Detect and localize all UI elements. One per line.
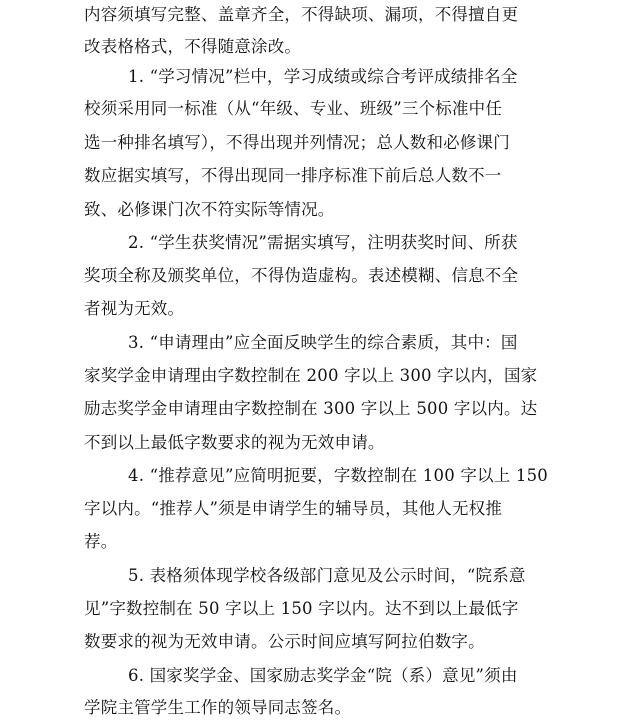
text-line: 奖项全称及颁奖单位，不得伪造虚构。表述模糊、信息不全 [84, 266, 519, 285]
paragraph-4-first-line: 4. “推荐意见”应简明扼要，字数控制在 100 字以上 150 [128, 466, 548, 485]
text-line: 不到以上最低字数要求的视为无效申请。 [84, 433, 385, 452]
text-line: 致、必修课门次不符实际等情况。 [84, 200, 335, 219]
text-line: 字以内。“推荐人”须是申请学生的辅导员，其他人无权推 [84, 499, 503, 518]
text-line: 数要求的视为无效申请。公示时间应填写阿拉伯数字。 [84, 632, 485, 651]
text-line: 选一种排名填写），不得出现并列情况；总人数和必修课门 [84, 133, 510, 152]
text-line: 励志奖学金申请理由字数控制在 300 字以上 500 字以内。达 [84, 399, 538, 418]
text-line: 数应据实填写，不得出现同一排序标准下前后总人数不一 [84, 166, 502, 185]
text-line: 荐。 [84, 532, 118, 551]
paragraph-1-first-line: 1. “学习情况”栏中，学习成绩或综合考评成绩排名全 [128, 67, 518, 86]
text-line: 见”字数控制在 50 字以上 150 字以内。达不到以上最低字 [84, 599, 519, 618]
text-line: 家奖学金申请理由字数控制在 200 字以上 300 字以内，国家 [84, 366, 538, 385]
text-line: 内容须填写完整、盖章齐全，不得缺项、漏项，不得擅自更 [84, 5, 519, 24]
text-line: 者视为无效。 [84, 299, 185, 318]
text-line: 学院主管学生工作的领导同志签名。 [84, 698, 352, 717]
paragraph-2-first-line: 2. “学生获奖情况”需据实填写，注明获奖时间、所获 [128, 233, 518, 252]
text-line: 校须采用同一标准（从“年级、专业、班级”三个标准中任 [84, 99, 503, 118]
paragraph-3-first-line: 3. “申请理由”应全面反映学生的综合素质，其中：国 [128, 333, 518, 352]
text-line: 改表格格式，不得随意涂改。 [84, 37, 302, 56]
paragraph-5-first-line: 5. 表格须体现学校各级部门意见及公示时间，“院系意 [128, 566, 526, 585]
paragraph-6-first-line: 6. 国家奖学金、国家励志奖学金“院（系）意见”须由 [128, 666, 518, 685]
